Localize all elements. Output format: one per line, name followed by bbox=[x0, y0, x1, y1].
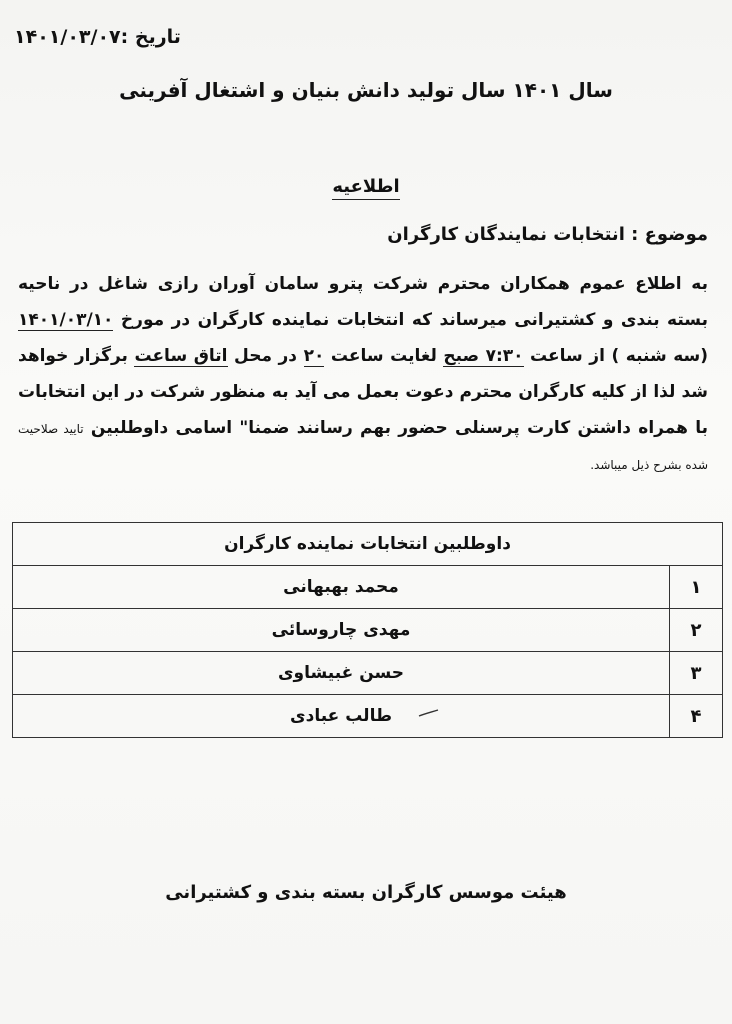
pen-mark bbox=[418, 708, 440, 720]
body-part-3: لغایت ساعت bbox=[324, 346, 444, 366]
end-time: ۲۰ bbox=[303, 346, 325, 366]
candidates-header: داوطلبین انتخابات نماینده کارگران bbox=[13, 523, 723, 566]
row-number: ۲ bbox=[670, 609, 723, 652]
election-location: اتاق ساعت bbox=[134, 346, 228, 366]
election-date: ۱۴۰۱/۰۳/۱۰ bbox=[18, 310, 114, 330]
footer-signature: هیئت موسس کارگران بسته بندی و کشتیرانی bbox=[165, 882, 567, 903]
candidates-header-row bbox=[13, 523, 723, 566]
body-part-2: (سه شنبه ) از ساعت bbox=[523, 346, 708, 366]
notice-title bbox=[0, 176, 732, 197]
body-part-4: در محل bbox=[227, 346, 304, 366]
table-row bbox=[13, 609, 723, 652]
table-row bbox=[13, 695, 723, 738]
body-part-5: برگزار خواهد شد لذا از کلیه کارگران محترم دعوت بعمل می آید به منظور شرکت در این انتخابات با همراه داشتن کارت پرسنلی حضور بهم رسانند ضمنا" اسامی داوطلبین bbox=[18, 346, 708, 438]
table-row bbox=[13, 652, 723, 695]
year-motto: سال ۱۴۰۱ سال تولید دانش بنیان و اشتغال آفرینی bbox=[119, 78, 613, 102]
start-time: ۷:۳۰ صبح bbox=[443, 346, 524, 366]
table-row bbox=[13, 566, 723, 609]
row-number: ۴ bbox=[670, 695, 723, 738]
candidates-table bbox=[12, 522, 723, 738]
row-number: ۳ bbox=[670, 652, 723, 695]
notice-title-text: اطلاعیه bbox=[332, 176, 399, 200]
body-small-tail: تایید صلاحیت شده بشرح ذیل میباشد. bbox=[18, 422, 708, 472]
candidate-name: طالب عبادی bbox=[13, 695, 670, 738]
notice-subject: موضوع : انتخابات نمایندگان کارگران bbox=[387, 224, 708, 245]
notice-body bbox=[18, 266, 708, 482]
document-date: تاریخ :۱۴۰۱/۰۳/۰۷ bbox=[14, 26, 181, 48]
candidate-name: حسن غبیشاوی bbox=[13, 652, 670, 695]
candidate-name: مهدی چاروسائی bbox=[13, 609, 670, 652]
body-part-1: به اطلاع عموم همکاران محترم شرکت پترو سامان آوران رازی شاغل در ناحیه بسته بندی و کشتیرانی میرساند که انتخابات نماینده کارگران در مورخ bbox=[18, 274, 708, 330]
row-number: ۱ bbox=[670, 566, 723, 609]
candidate-name: محمد بهبهانی bbox=[13, 566, 670, 609]
